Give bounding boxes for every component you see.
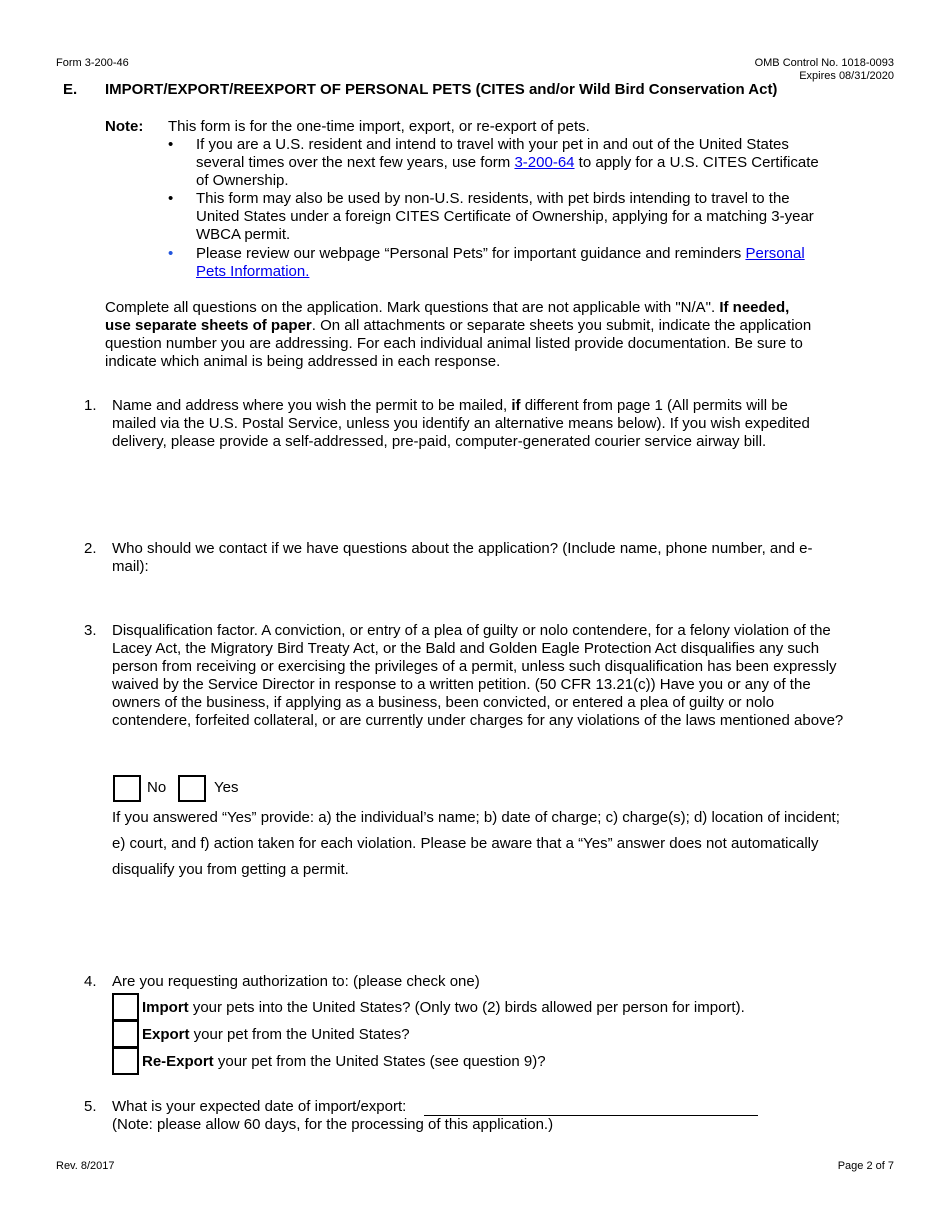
q3-no-label: No (147, 779, 167, 796)
q4-import-option: Import your pets into the United States? (Only two (2) birds allowed per person for import). (142, 999, 745, 1016)
q4-export-checkbox[interactable] (112, 1020, 139, 1048)
personal-pets-link[interactable]: Personal (745, 245, 805, 262)
bullet-icon: • (168, 245, 174, 262)
expiration-date: Expires 08/31/2020 (799, 70, 894, 82)
q2-answer-area[interactable] (112, 578, 892, 618)
section-title: IMPORT/EXPORT/REEXPORT OF PERSONAL PETS (CITES and/or Wild Bird Conservation Act) (105, 81, 778, 98)
q1-number: 1. (84, 397, 97, 414)
q3-no-checkbox[interactable] (113, 775, 141, 802)
note-bullet-2: This form may also be used by non-U.S. residents, with pet birds intending to travel to the United States under a foreign CITES Certificate of Ownership, applying for a matching 3-year WBCA permit. (196, 190, 814, 243)
q2-number: 2. (84, 540, 97, 557)
q3-followup: If you answered “Yes” provide: a) the individual’s name; b) date of charge; c) charge(s); d) location of incident; e) court, and f) action taken for each violation. Please be aware that a “Yes” answer does not automatically disqualify you from getting a permit. (112, 809, 840, 878)
note-bullet-1: If you are a U.S. resident and intend to travel with your pet in and out of the United States several times over the next few years, use form 3-200-64 to apply for a U.S. CITES Certificate of Ownership. (196, 136, 819, 189)
section-letter: E. (63, 81, 78, 98)
q4-import-checkbox[interactable] (112, 993, 139, 1021)
q1-answer-area[interactable] (112, 455, 892, 535)
q5-question: What is your expected date of import/export: (112, 1098, 407, 1115)
q4-question: Are you requesting authorization to: (please check one) (112, 973, 480, 990)
q4-export-option: Export your pet from the United States? (142, 1026, 410, 1043)
note-label: Note: (105, 118, 144, 135)
form-3-200-64-link[interactable]: 3-200-64 (514, 154, 575, 171)
personal-pets-link[interactable]: Pets Information. (196, 263, 310, 280)
revision-date: Rev. 8/2017 (56, 1160, 115, 1172)
form-number: Form 3-200-46 (56, 57, 129, 69)
q3-yes-checkbox[interactable] (178, 775, 206, 802)
bullet-icon: • (168, 190, 174, 207)
q5-date-field[interactable] (424, 1099, 758, 1116)
omb-control-number: OMB Control No. 1018-0093 (754, 57, 894, 69)
q5-note: (Note: please allow 60 days, for the processing of this application.) (112, 1116, 554, 1133)
note-text: This form is for the one-time import, export, or re-export of pets. (168, 118, 590, 135)
q2-text: Who should we contact if we have questions about the application? (Include name, phone number, and e- mail): (112, 540, 813, 575)
bullet-icon: • (168, 136, 174, 153)
q3-yes-label: Yes (214, 779, 239, 796)
q3-text: Disqualification factor. A conviction, or entry of a plea of guilty or nolo contendere, for a felony violation of the Lacey Act, the Migratory Bird Treaty Act, or the Bald and Golden Eagle Protection Act disqualifies any such person from receiving or exercising the privileges of a permit, unless such disqualification has been expressly waived by the Service Director in response to a written petition. (50 CFR 13.21(c)) Have you or any of the owners of the business, if applying as a business, been convicted, or entered a plea of guilty or nolo contendere, forfeited collateral, or are currently under charges for any violations of the laws mentioned above? (112, 622, 844, 729)
q4-reexport-checkbox[interactable] (112, 1047, 139, 1075)
note-bullet-3: Please review our webpage “Personal Pets” for important guidance and reminders Personal Pets Information. (196, 245, 805, 280)
q4-number: 4. (84, 973, 97, 990)
q3-number: 3. (84, 622, 97, 639)
q1-text: Name and address where you wish the permit to be mailed, if different from page 1 (All permits will be mailed via the U.S. Postal Service, unless you identify an alternative means below). If you wish expedited delivery, please provide a self-addressed, pre-paid, computer-generated courier service airway bill. (112, 397, 810, 450)
instructions-paragraph: Complete all questions on the application. Mark questions that are not applicable with "N/A". If needed, use separate sheets of paper. On all attachments or separate sheets you submit, indicate the application question number you are addressing. For each individual animal listed provide documentation. Be sure to indicate which animal is being addressed in each response. (105, 299, 812, 370)
q5-number: 5. (84, 1098, 97, 1115)
page-number: Page 2 of 7 (837, 1160, 894, 1172)
q4-reexport-option: Re-Export your pet from the United States (see question 9)? (142, 1053, 546, 1070)
